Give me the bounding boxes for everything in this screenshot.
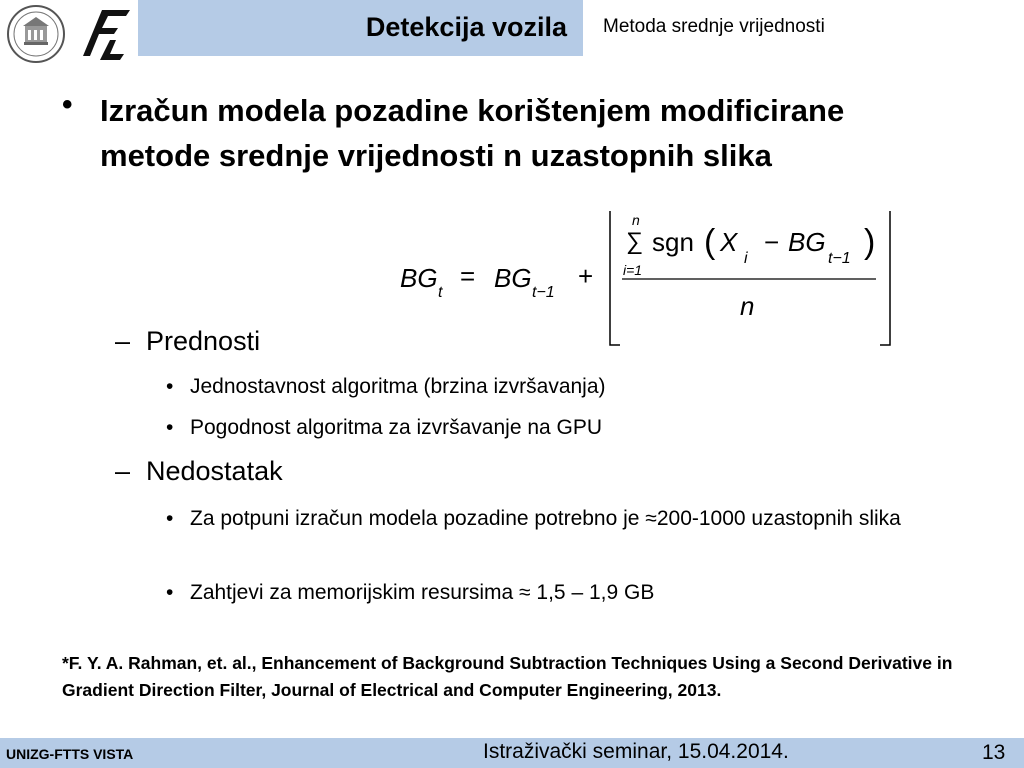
formula-lhs-sub: t (438, 284, 443, 301)
bullet-mark: • (166, 416, 174, 439)
right-bracket (880, 211, 890, 345)
main-bullet-text: Izračun modela pozadine korištenjem modificirane metode srednje vrijednosti n uzastopnih slika (100, 93, 845, 173)
formula-minus: − (764, 227, 780, 257)
paren-close: ) (864, 223, 876, 261)
page-number: 13 (982, 741, 1006, 764)
advantage-text: Jednostavnost algoritma (brzina izvršavanja) (190, 375, 606, 398)
sum-top: n (632, 212, 640, 228)
left-bracket (610, 211, 620, 345)
advantage-text: Pogodnost algoritma za izvršavanje na GPU (190, 416, 603, 439)
footer-org: UNIZG-FTTS VISTA (6, 746, 134, 762)
advantages-label: Prednosti (146, 326, 261, 356)
bullet-mark: • (62, 88, 73, 121)
formula (390, 205, 900, 355)
formula-denominator: n (740, 291, 755, 321)
disadvantage-text: Zahtjevi za memorijskim resursima ≈ 1,5 – 1,9 GB (190, 581, 655, 604)
sum-symbol: ∑ (626, 228, 644, 255)
formula-graphic (390, 205, 900, 355)
formula-bg2-sub: t−1 (828, 250, 851, 267)
disadvantage-label: Nedostatak (146, 456, 283, 486)
formula-lhs: BG (400, 263, 438, 293)
formula-rhs-sub: t−1 (532, 284, 555, 301)
formula-x: X (720, 227, 738, 257)
dash-mark: – (115, 456, 131, 486)
bullet-mark: • (166, 375, 174, 398)
bullet-mark: • (166, 507, 174, 530)
bullet-mark: • (166, 581, 174, 604)
faculty-logo-icon (80, 6, 132, 62)
formula-sgn: sgn (652, 227, 694, 257)
dash-mark: – (115, 326, 131, 356)
footer-event: Istraživački seminar, 15.04.2014. (483, 740, 789, 763)
formula-rhs: BG (494, 263, 532, 293)
formula-plus: + (578, 261, 594, 291)
page-subtitle: Metoda srednje vrijednosti (603, 16, 825, 37)
sum-bottom: i=1 (623, 262, 643, 278)
university-seal-icon (6, 4, 66, 64)
formula-equals: = (460, 261, 476, 291)
footer-bar (0, 738, 1024, 768)
formula-bg2: BG (788, 227, 826, 257)
reference-citation: *F. Y. A. Rahman, et. al., Enhancement of Background Subtraction Techniques Using a Second Derivative in Gradient Direction Filter, Journal of Electrical and Computer Engineering, 2013. (62, 653, 953, 700)
formula-x-sub: i (744, 250, 748, 267)
disadvantage-text: Za potpuni izračun modela pozadine potrebno je ≈200-1000 uzastopnih slika (190, 507, 901, 530)
page-title: Detekcija vozila (365, 12, 567, 42)
title-banner (138, 0, 583, 56)
paren-open: ( (704, 223, 716, 261)
